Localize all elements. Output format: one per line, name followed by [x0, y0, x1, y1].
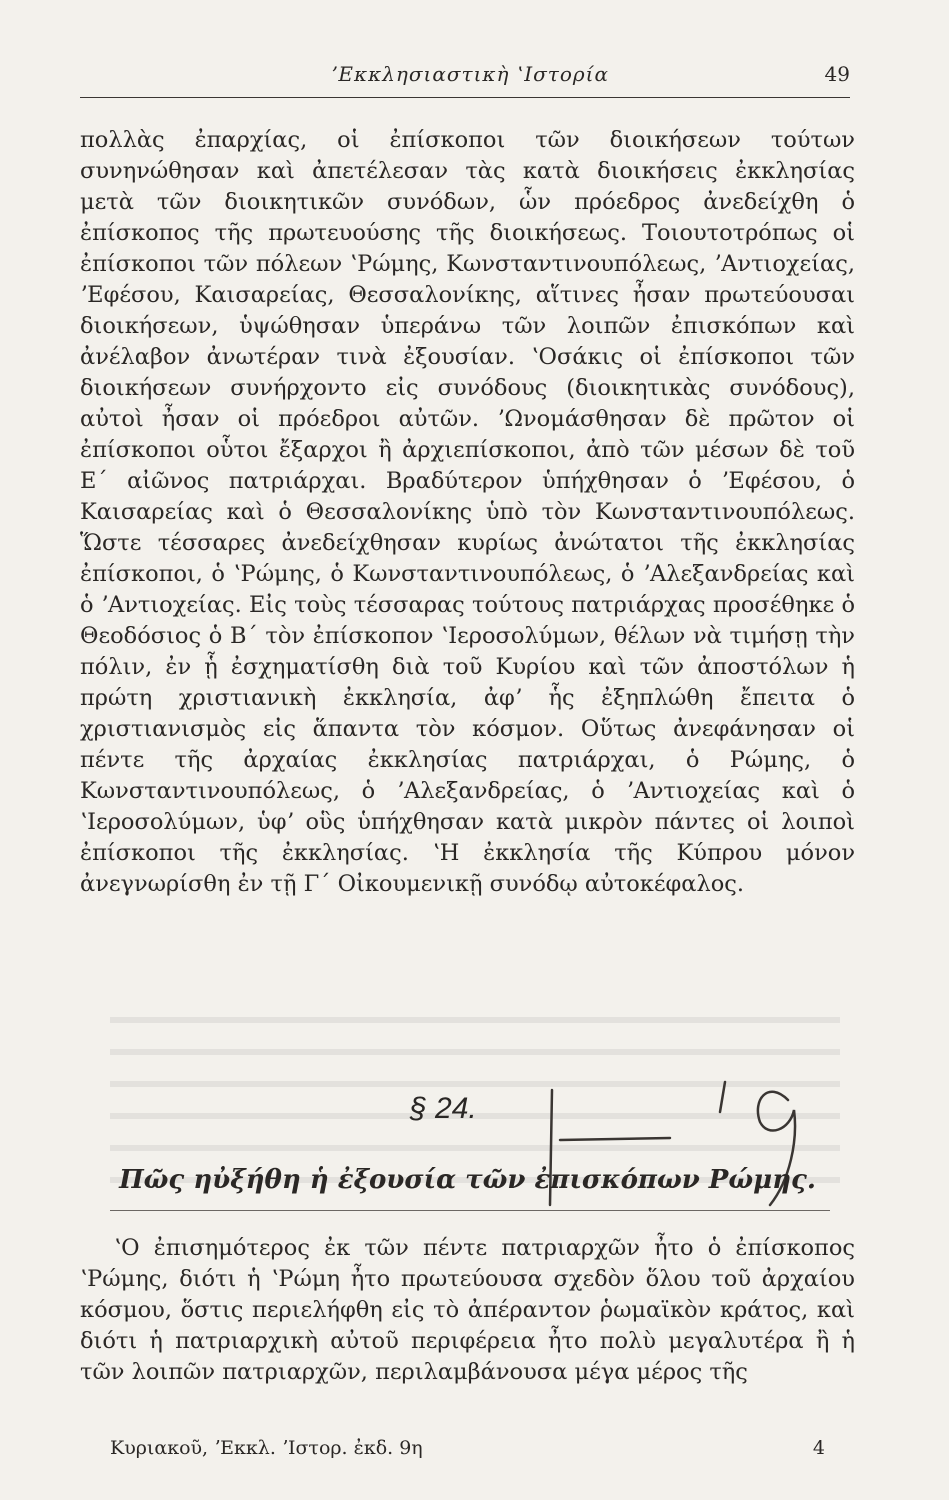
- paragraph-section: ʽΟ ἐπισημότερος ἐκ τῶν πέντε πατριαρχῶν ἦτο ὁ ἐπίσκοπος ʽΡώμης, διότι ἡ ʽΡώμη ἦτο πρωτεύουσα σχεδὸν ὅλου τοῦ ἀρχαίου κόσμου, ὅστις περιελήφθη εἰς τὸ ἀπέραντον ῥωμαϊκὸν κράτος, καὶ διότι ἡ πατριαρχικὴ αὐτοῦ περιφέρεια ἦτο πολὺ μεγαλυτέρα ἢ ἡ τῶν λοιπῶν πατριαρχῶν, περιλαμβάνουσα μέγα μέρος τῆς: [80, 1235, 855, 1385]
- page-footer: [80, 1437, 840, 1467]
- footer-number: 4: [812, 1437, 825, 1459]
- paragraph-body: πολλὰς ἐπαρχίας, οἱ ἐπίσκοποι τῶν διοικήσεων τούτων συνηνώθησαν καὶ ἀπετέλεσαν τὰς κατὰ διοικήσεις ἐκκλησίας μετὰ τῶν διοικητικῶν συνόδων, ὧν πρόεδρος ἀνεδείχθη ὁ ἐπίσκοπος τῆς πρωτευούσης τῆς διοικήσεως. Τοιουτοτρόπως οἱ ἐπίσκοποι τῶν πόλεων ʽΡώμης, Κωνσταντινουπόλεως, ʼΑντιοχείας, ʼΕφέσου, Καισαρείας, Θεσσαλονίκης, αἵτινες ἦσαν πρωτεύουσαι διοικήσεων, ὑψώθησαν ὑπεράνω τῶν λοιπῶν ἐπισκόπων καὶ ἀνέλαβον ἀνωτέραν τινὰ ἐξουσίαν. ʽΟσάκις οἱ ἐπίσκοποι τῶν διοικήσεων συνήρχοντο εἰς συνόδους (διοικητικὰς συνόδους), αὐτοὶ ἦσαν οἱ πρόεδροι αὐτῶν. ʼΩνομάσθησαν δὲ πρῶτον οἱ ἐπίσκοποι οὗτοι ἔξαρχοι ἢ ἀρχιεπίσκοποι, ἀπὸ τῶν μέσων δὲ τοῦ Ε΄ αἰῶνος πατριάρχαι. Βραδύτερον ὑπήχθησαν ὁ ʼΕφέσου, ὁ Καισαρείας καὶ ὁ Θεσσαλονίκης ὑπὸ τὸν Κωνσταντινουπόλεως. Ὥστε τέσσαρες ἀνεδείχθησαν κυρίως ἀνώτατοι τῆς ἐκκλησίας ἐπίσκοποι, ὁ ʽΡώμης, ὁ Κωνσταντινουπόλεως, ὁ ʼΑλεξανδρείας καὶ ὁ ʼΑντιοχείας. Εἰς τοὺς τέσσαρας τούτους πατριάρχας προσέθηκε ὁ Θεοδόσιος ὁ Β΄ τὸν ἐπίσκοπον ʽΙεροσολύμων, θέλων νὰ τιμήσῃ τὴν πόλιν, ἐν ᾗ ἐσχηματίσθη διὰ τοῦ Κυρίου καὶ τῶν ἀποστόλων ἡ πρώτη χριστιανικὴ ἐκκλησία, ἀφʼ ἧς ἐξηπλώθη ἔπειτα ὁ χριστιανισμὸς εἰς ἅπαντα τὸν κόσμον. Οὕτως ἀνεφάνησαν οἱ πέντε τῆς ἀρχαίας ἐκκλησίας πατριάρχαι, ὁ Ρώμης, ὁ Κωνσταντινουπόλεως, ὁ ʼΑλεξανδρείας, ὁ ʼΑντιοχείας καὶ ὁ ʽΙεροσολύμων, ὑφʼ οὓς ὑπήχθησαν κατὰ μικρὸν πάντες οἱ λοιποὶ ἐπίσκοποι τῆς ἐκκλησίας. ʽΗ ἐκκλησία τῆς Κύπρου μόνον ἀνεγνωρίσθη ἐν τῇ Γ΄ Οἰκουμενικῇ συνόδῳ αὐτοκέφαλος.: [80, 127, 855, 897]
- running-title: ʼΕκκλησιαστικὴ ʽΙστορία: [331, 62, 609, 86]
- footer-signature: Κυριακοῦ, ʼΕκκλ. ʼΙστορ. ἐκδ. 9η: [110, 1437, 423, 1459]
- section-number: § 24.: [410, 1092, 477, 1125]
- page-number: 49: [824, 62, 850, 86]
- section-text: [80, 1233, 855, 1388]
- main-text: [80, 125, 855, 900]
- section-title: Πῶς ηὐξήθη ἡ ἐξουσία τῶν ἐπισκόπων Ρώμης.: [119, 1165, 816, 1195]
- running-head: [80, 62, 850, 92]
- section-rule: [110, 1210, 830, 1211]
- header-rule: [80, 97, 850, 98]
